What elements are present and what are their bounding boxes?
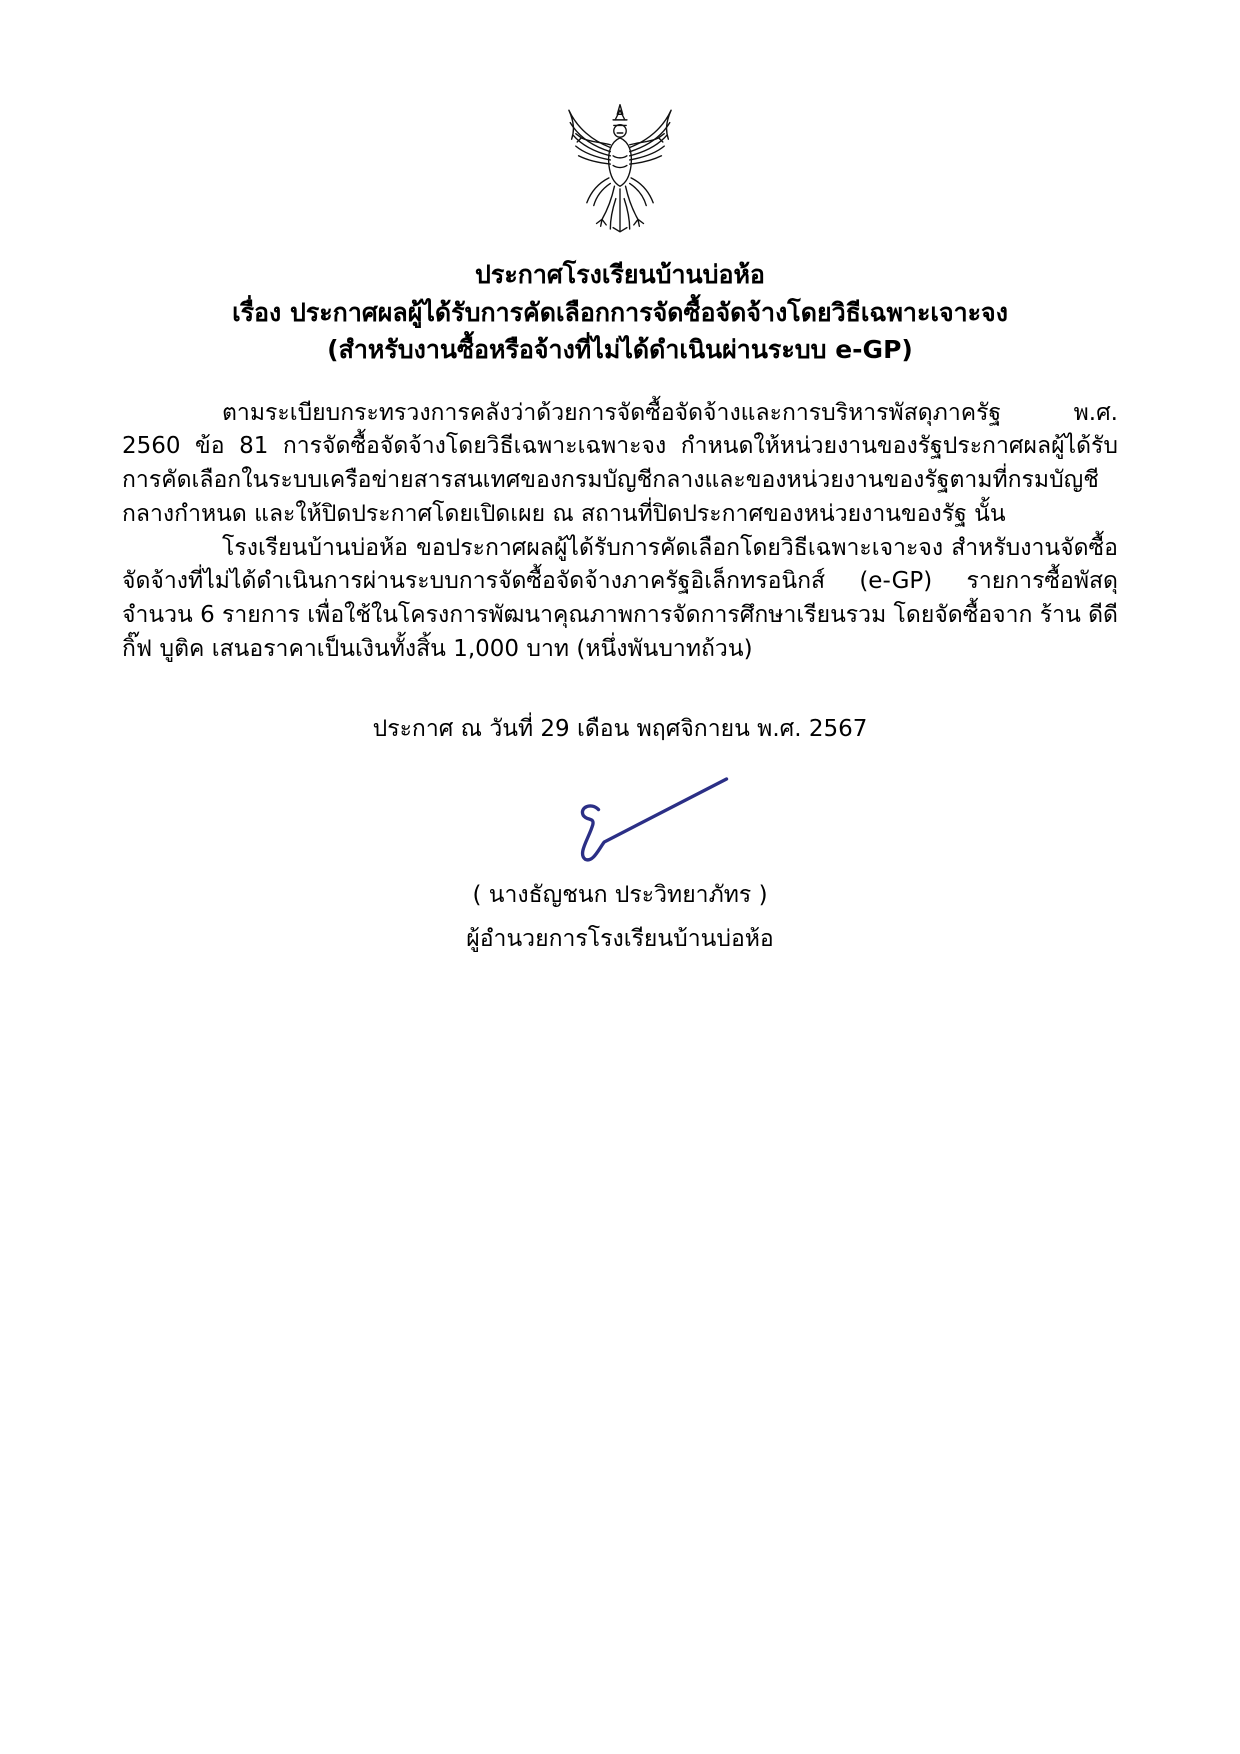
announcement-parenthetical-title: (สำหรับงานซื้อหรือจ้างที่ไม่ได้ดำเนินผ่านระบบ e-GP) — [327, 335, 913, 364]
paragraph-result: โรงเรียนบ้านบ่อห้อ ขอประกาศผลผู้ได้รับการคัดเลือกโดยวิธีเฉพาะเจาะจง สำหรับงานจัดซื้อจัดจ้างที่ไม่ได้ดำเนินการผ่านระบบการจัดซื้อจัดจ้างภาครัฐอิเล็กทรอนิกส์ (e-GP) รายการซื้อพัสดุ จำนวน 6 รายการ เพื่อใช้ในโครงการพัฒนาคุณภาพการจัดการศึกษาเรียนรวม โดยจัดซื้อจาก ร้าน ดีดี กิ๊ฟ บูติค เสนอราคาเป็นเงินทั้งสิ้น 1,000 บาท (หนึ่งพันบาทถ้วน) — [122, 534, 1118, 663]
paragraph-regulation: ตามระเบียบกระทรวงการคลังว่าด้วยการจัดซื้อจัดจ้างและการบริหารพัสดุภาครัฐ พ.ศ. 2560 ข้อ 81 การจัดซื้อจัดจ้างโดยวิธีเฉพาะเฉพาะจง กำหนดให้หน่วยงานของรัฐประกาศผลผู้ได้รับการคัดเลือกในระบบเครือข่ายสารสนเทศของกรมบัญชีกลางและของหน่วยงานของรัฐตามที่กรมบัญชีกลางกำหนด และให้ปิดประกาศโดยเปิดเผย ณ สถานที่ปิดประกาศของหน่วยงานของรัฐ นั้น — [122, 399, 1118, 527]
announcement-subject-title: เรื่อง ประกาศผลผู้ได้รับการคัดเลือกการจัดซื้อจัดจ้างโดยวิธีเฉพาะเจาะจง — [232, 297, 1008, 327]
announcement-date-line: ประกาศ ณ วันที่ 29 เดือน พฤศจิกายน พ.ศ. 2567 — [372, 715, 868, 742]
emblem-row — [122, 100, 1118, 246]
announcement-org-title: ประกาศโรงเรียนบ้านบ่อห้อ — [475, 260, 765, 289]
signatory-title: ผู้อำนวยการโรงเรียนบ้านบ่อห้อ — [466, 925, 774, 952]
body-text — [122, 397, 1118, 667]
signature-icon — [566, 773, 738, 873]
title-block — [122, 256, 1118, 369]
signature-row — [154, 773, 1150, 873]
signatory-name: ( นางธัญชนก ประวิทยาภัทร ) — [472, 881, 768, 908]
garuda-emblem-icon — [544, 100, 696, 246]
